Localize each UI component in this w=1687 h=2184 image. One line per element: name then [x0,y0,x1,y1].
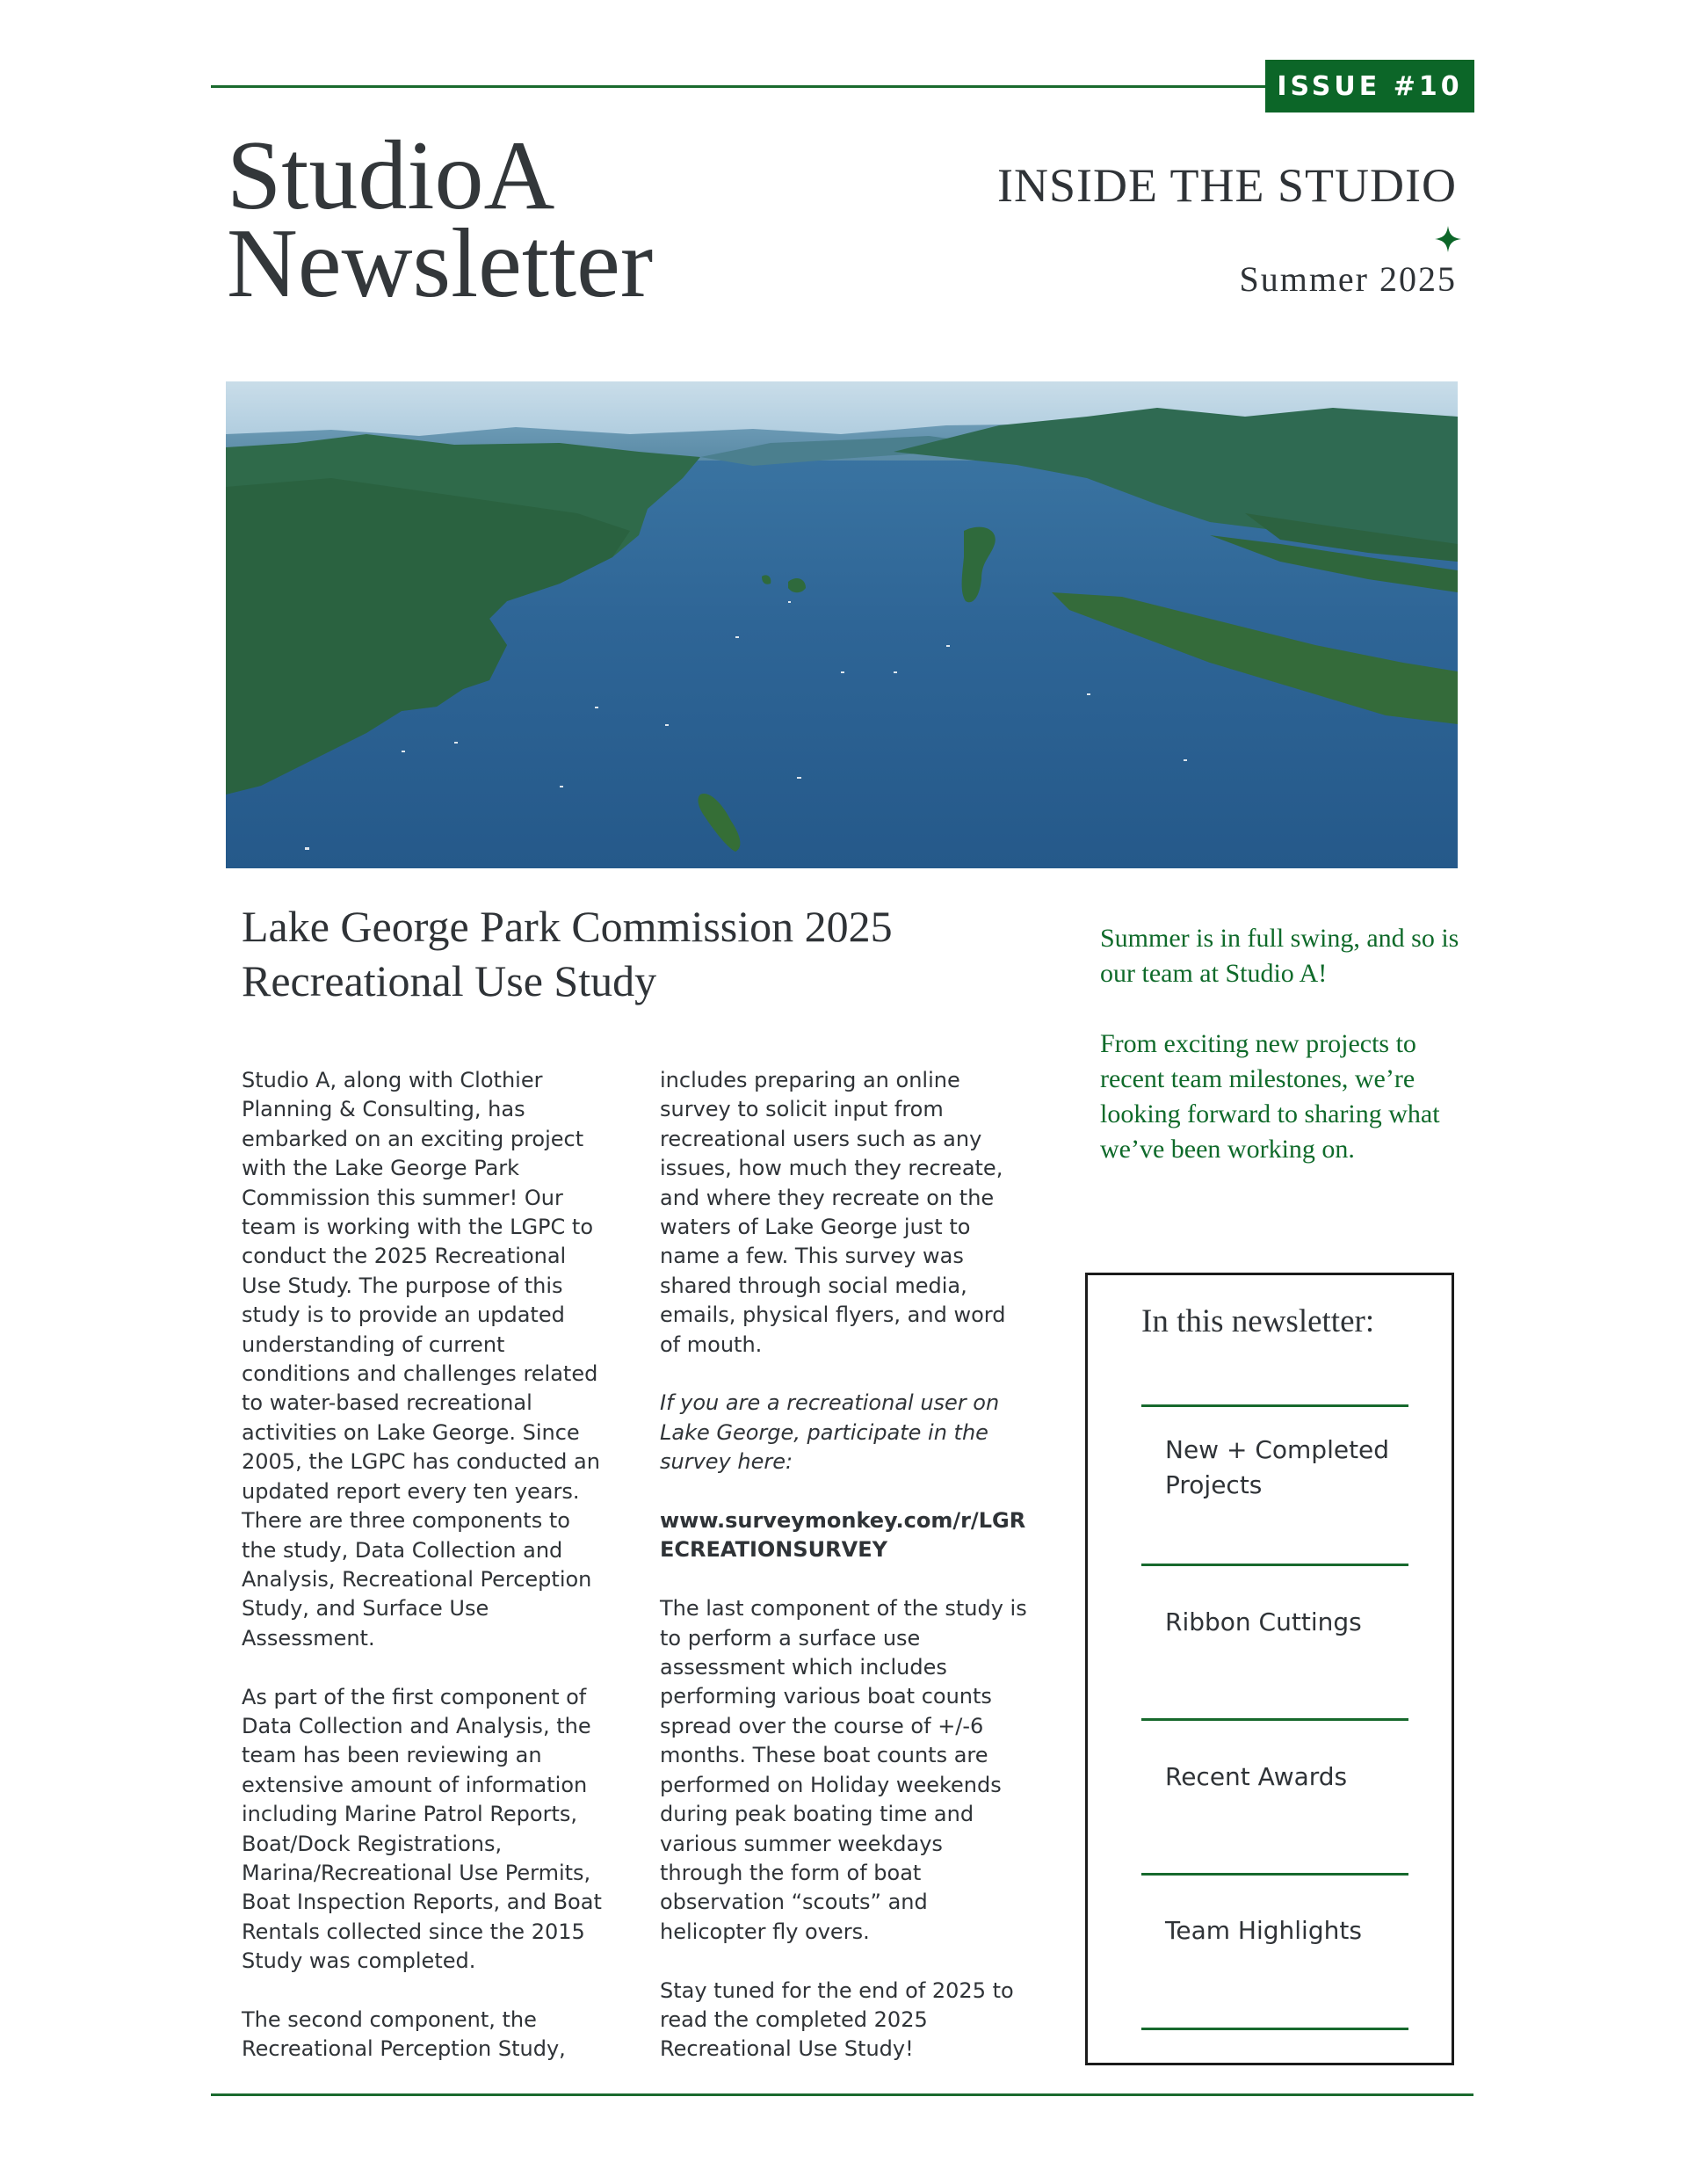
masthead-line-2: Newsletter [227,209,654,318]
top-divider [211,85,1265,88]
survey-callout: If you are a recreational user on Lake George, participate in the survey here: [660,1390,1000,1475]
article-column-1 [242,1066,611,2093]
intro-paragraph: From exciting new projects to recent team milestones, we’re looking forward to sharing what we’ve been working on. [1100,1029,1440,1164]
article-paragraph: Studio A, along with Clothier Planning & Consulting, has embarked on an exciting project with the Lake George Park Commission this summer! Our team is working with the LGPC to conduct the 2025 Recreational Use Study. The purpose of this study is to provide an updated understanding of current conditions and challenges related to water-based recreational activities on Lake George. Since 2005, the LGPC has conducted an updated report every ten years. There are three components to the study, Data Collection and Analysis, Recreational Perception Study, and Surface Use Assessment. [242,1068,600,1651]
masthead-line-1: StudioA [227,121,555,230]
toc-item-team-highlights[interactable]: Team Highlights [1165,1916,1362,1945]
toc-divider [1141,1404,1408,1407]
issue-badge: ISSUE #10 [1265,60,1474,112]
masthead-title [227,121,654,318]
sidebar-intro [1100,921,1478,1202]
article-paragraph: The second component, the Recreational Perception Study, [242,2006,566,2062]
intro-paragraph: Summer is in full swing, and so is our team at Studio A! [1100,924,1459,988]
toc-heading-text: In this newsletter: [1141,1303,1375,1339]
issue-season: Summer 2025 [1239,259,1457,299]
article-title: Lake George Park Commission 2025 Recreational Use Study [242,902,893,1005]
toc-divider [1141,1564,1408,1566]
four-point-star-icon [1434,225,1462,253]
toc-divider [1141,1718,1408,1721]
bottom-divider [211,2093,1473,2096]
article-column-2 [660,1066,1029,2093]
toc-item-recent-awards[interactable]: Recent Awards [1165,1762,1348,1791]
toc-item-ribbon-cuttings[interactable]: Ribbon Cuttings [1165,1607,1362,1636]
toc-divider [1141,2028,1408,2030]
survey-link[interactable]: www.surveymonkey.com/r/LGRECREATIONSURVEY [660,1508,1026,1563]
article-paragraph: As part of the first component of Data Collection and Analysis, the team has been reviewing an extensive amount of information including Marine Patrol Reports, Boat/Dock Registrations, Marina/Recreational Use Permits, Boat Inspection Reports, and Boat Rentals collected since the 2015 Study was completed. [242,1684,602,1974]
toc-item-new-completed-projects[interactable]: New + Completed Projects [1165,1435,1390,1499]
hero-lake-photo [226,381,1458,868]
article-paragraph: The last component of the study is to perform a surface use assessment which includes performing various boat counts spread over the course of +/-6 months. These boat counts are performed on Holiday weekends during peak boating time and various summer weekdays through the form of boat observation “scouts” and helicopter fly overs. [660,1596,1027,1944]
table-of-contents [1085,1273,1454,2065]
toc-divider [1141,1873,1408,1876]
article-paragraph: Stay tuned for the end of 2025 to read the completed 2025 Recreational Use Study! [660,1977,1014,2062]
toc-heading [1141,1305,1374,1339]
article-paragraph: includes preparing an online survey to solicit input from recreational users such as any issues, how much they recreate, and where they recreate on the waters of Lake George just to name a few. This survey was shared through social media, emails, physical flyers, and word of mouth. [660,1068,1006,1357]
section-title: INSIDE THE STUDIO [997,159,1457,212]
